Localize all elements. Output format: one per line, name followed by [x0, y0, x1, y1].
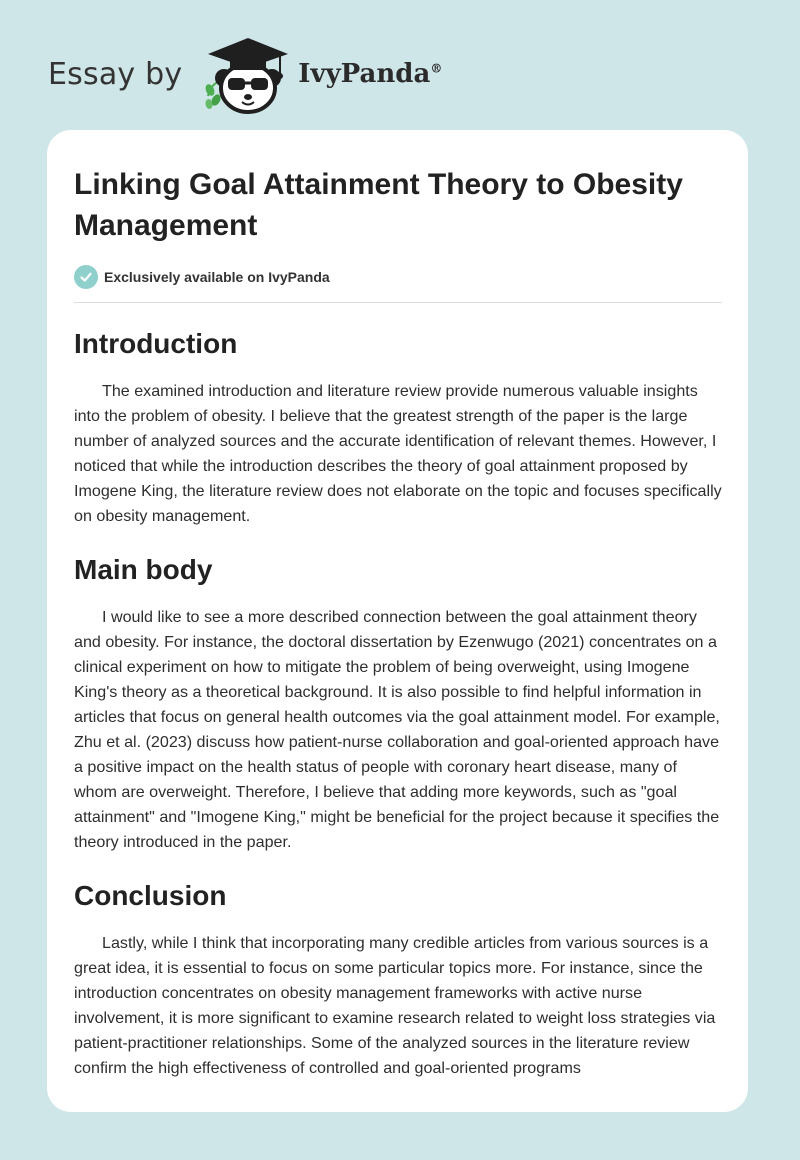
badge-text: Exclusively available on IvyPanda [104, 269, 330, 285]
section-text-conclusion: Lastly, while I think that incorporating many credible articles from various sources is a great idea, it is essential to focus on some particular topics more. For instance, since the introduction concentrates on obesity management frameworks with active nurse involvement, it is more significant to examine research related to weight loss strategies via patient-practitioner relationships. Some of the analyzed sources in the literature review confirm the high effectiveness of controlled and goal-oriented programs [74, 934, 716, 1077]
section-heading-main-body: Main body [74, 554, 213, 585]
brand-name: IvyPanda® [298, 59, 443, 89]
exclusive-badge [74, 265, 722, 303]
section-text-introduction: The examined introduction and literature review provide numerous valuable insights into the problem of obesity. I believe that the greatest strength of the paper is the large number of analyzed sources and the accurate identification of relevant themes. However, I noticed that while the introduction describes the theory of goal attainment proposed by Imogene King, the literature review does not elaborate on the topic and focuses specifically on obesity management. [74, 382, 722, 525]
section-text-main-body: I would like to see a more described connection between the goal attainment theory and obesity. For instance, the doctoral dissertation by Ezenwugo (2021) concentrates on a clinical experiment on how to mitigate the problem of being overweight, using Imogene King's theory as a theoretical background. It is also possible to find helpful information in articles that focus on general health outcomes via the goal attainment model. For example, Zhu et al. (2023) discuss how patient-nurse collaboration and goal-oriented approach have a positive impact on the health status of people with coronary heart disease, many of whom are overweight. Therefore, I believe that adding more keywords, such as "goal attainment" and "Imogene King," might be beneficial for the project because it specifies the theory introduced in the paper. [74, 608, 720, 851]
section-heading-introduction: Introduction [74, 328, 238, 359]
panda-graduate-icon [200, 34, 292, 114]
site-logo[interactable] [48, 34, 442, 114]
brand-prefix: Essay by [48, 56, 183, 92]
page-title: Linking Goal Attainment Theory to Obesity Management [74, 168, 683, 242]
section-heading-conclusion: Conclusion [74, 880, 227, 911]
essay-card [47, 130, 748, 1112]
check-icon [74, 265, 98, 289]
